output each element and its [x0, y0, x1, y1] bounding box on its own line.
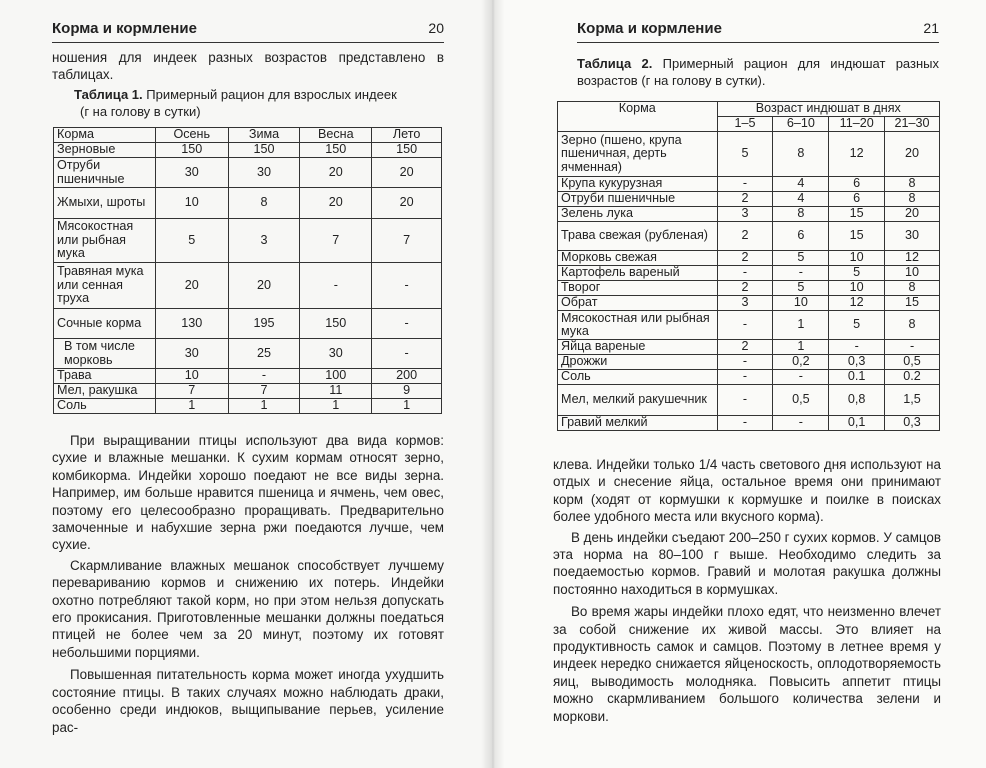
table1-value-cell: 30 — [228, 158, 300, 188]
table2-value-cell: 8 — [885, 177, 940, 192]
table2-value-cell: 10 — [829, 281, 885, 296]
left-page-header — [52, 20, 444, 43]
table1-value-cell: 30 — [300, 339, 372, 369]
table2-value-cell: - — [773, 370, 829, 385]
table2-value-cell: 1 — [773, 340, 829, 355]
table-row — [54, 339, 442, 369]
table1-value-cell: 8 — [228, 188, 300, 219]
table2-value-cell: 2 — [717, 281, 773, 296]
table1-caption-units: (г на голову в сутки) — [80, 104, 201, 119]
table1-value-cell: - — [372, 339, 442, 369]
table2-header-age: Возраст индюшат в днях — [717, 102, 939, 117]
table1-value-cell: - — [228, 369, 300, 384]
table2-value-cell: - — [829, 340, 885, 355]
table1-value-cell: 150 — [228, 143, 300, 158]
table1-value-cell: 150 — [372, 143, 442, 158]
table2-value-cell: 0.1 — [829, 370, 885, 385]
table2-feed-cell: Картофель вареный — [558, 266, 718, 281]
table1 — [53, 127, 442, 414]
table1-value-cell: 1 — [300, 399, 372, 414]
table2-value-cell: - — [773, 266, 829, 281]
table2-feed-cell: Мясокостная или рыбная мука — [558, 311, 718, 340]
table1-feed-cell: Мясокостная или рыбная мука — [54, 219, 156, 263]
table2-value-cell: 2 — [717, 192, 773, 207]
table1-value-cell: 30 — [155, 339, 228, 369]
table2-caption-text: Примерный рацион для индюшат разных возрастов (г на голову в сутки). — [577, 56, 940, 88]
left-intro-paragraph: ношения для индеек разных возрастов представлено в таблицах. — [52, 50, 444, 83]
table2-age-cell: 1–5 — [717, 117, 773, 132]
table-row — [54, 158, 442, 188]
table2-feed-cell: Отруби пшеничные — [558, 192, 718, 207]
table-row — [558, 340, 940, 355]
table2-value-cell: - — [717, 355, 773, 370]
table1-header-cell: Осень — [155, 128, 228, 143]
left-paragraph: Скармливание влажных мешанок способствует лучшему перевариванию кормов и снижению их потерь. Индейки охотно потребляют такой корм, но при этом нельзя допускать его прокисания. Приготовленные мешанки должны поедаться птицей не более чем за 20 минут, поэтому их готовят небольшими порциями. — [52, 557, 444, 660]
table1-value-cell: 30 — [155, 158, 228, 188]
table-row — [54, 219, 442, 263]
table2-value-cell: 8 — [885, 311, 940, 340]
table2-value-cell: 15 — [885, 296, 940, 311]
table2-value-cell: 6 — [773, 222, 829, 251]
table2-value-cell: 0,3 — [829, 355, 885, 370]
table2-value-cell: - — [773, 416, 829, 431]
table2-value-cell: 8 — [773, 207, 829, 222]
left-body-text — [52, 432, 444, 736]
table1-header-cell: Зима — [228, 128, 300, 143]
table-row — [558, 355, 940, 370]
table1-value-cell: 10 — [155, 188, 228, 219]
table2-value-cell: 10 — [773, 296, 829, 311]
table2-header-row — [558, 102, 940, 117]
table2-value-cell: 8 — [773, 132, 829, 177]
table2-value-cell: 6 — [829, 177, 885, 192]
table1-feed-cell: Травяная мука или сенная труха — [54, 263, 156, 309]
table2-value-cell: 0,5 — [885, 355, 940, 370]
table2-value-cell: 12 — [885, 251, 940, 266]
table-row — [558, 207, 940, 222]
table1-value-cell: - — [372, 309, 442, 339]
book-spine-shadow — [481, 0, 505, 768]
table2-value-cell: 20 — [885, 207, 940, 222]
table1-header-cell: Лето — [372, 128, 442, 143]
table2-value-cell: 8 — [885, 192, 940, 207]
table2-value-cell: 0,2 — [773, 355, 829, 370]
table2-value-cell: - — [717, 266, 773, 281]
table-row — [558, 416, 940, 431]
table1-value-cell: 7 — [372, 219, 442, 263]
table2-value-cell: - — [717, 311, 773, 340]
left-intro-text — [52, 49, 444, 84]
table-row — [54, 384, 442, 399]
left-paragraph: Повышенная питательность корма может иногда ухудшить состояние птицы. В таких случаях можно наблюдать драки, особенно среди индюков, выщипывание перьев, усиление рас- — [52, 667, 444, 735]
table1-value-cell: 20 — [155, 263, 228, 309]
table2-age-cell: 11–20 — [829, 117, 885, 132]
table-row — [54, 188, 442, 219]
left-header-title: Корма и кормление — [52, 20, 197, 37]
table2-feed-cell: Зелень лука — [558, 207, 718, 222]
table-row — [558, 192, 940, 207]
table1-value-cell: 1 — [155, 399, 228, 414]
table1-header-cell: Весна — [300, 128, 372, 143]
table1-value-cell: 10 — [155, 369, 228, 384]
table-row — [558, 385, 940, 416]
table2-value-cell: 12 — [829, 132, 885, 177]
table2-value-cell: 5 — [829, 311, 885, 340]
table-row — [558, 296, 940, 311]
table2-header-feed: Корма — [558, 102, 718, 132]
right-body-text — [553, 456, 941, 725]
table2-value-cell: 5 — [773, 251, 829, 266]
table1-caption-label: Таблица 1. — [74, 87, 143, 102]
table2-value-cell: 5 — [829, 266, 885, 281]
table1-value-cell: - — [372, 263, 442, 309]
table2-value-cell: - — [717, 370, 773, 385]
table-row — [54, 143, 442, 158]
table2-value-cell: 3 — [717, 207, 773, 222]
right-page-header — [577, 20, 939, 43]
table1-value-cell: 7 — [300, 219, 372, 263]
table2-value-cell: 2 — [717, 222, 773, 251]
table1-feed-cell: Мел, ракушка — [54, 384, 156, 399]
table2-value-cell: 0,5 — [773, 385, 829, 416]
table2-feed-cell: Мел, мелкий ракушечник — [558, 385, 718, 416]
table2-value-cell: 8 — [885, 281, 940, 296]
table1-value-cell: 7 — [228, 384, 300, 399]
table2-value-cell: - — [717, 416, 773, 431]
table1-value-cell: 150 — [300, 143, 372, 158]
table1-feed-cell: Отруби пшеничные — [54, 158, 156, 188]
table2-feed-cell: Яйца вареные — [558, 340, 718, 355]
table2-value-cell: 15 — [829, 222, 885, 251]
right-paragraph: В день индейки съедают 200–250 г сухих кормов. У самцов эта норма на 80–100 г выше. Необходимо следить за поедаемостью кормов. Гравий и молотая ракушка должны постоянно находиться в кормушках. — [553, 529, 941, 597]
table1-feed-cell: Трава — [54, 369, 156, 384]
table2-value-cell: - — [717, 177, 773, 192]
table2-feed-cell: Творог — [558, 281, 718, 296]
right-paragraph: Во время жары индейки плохо едят, что неизменно влечет за собой снижение их живой массы. Это влияет на продуктивность самок и самцов. Поэтому в летнее время у индеек нередко снижается яйценоскость, оплодотворяемость яиц, выводимость молодняка. Повысить аппетит птицы можно скармливанием большого количества зелени и моркови. — [553, 604, 941, 724]
table1-value-cell: 7 — [155, 384, 228, 399]
table2-age-cell: 21–30 — [885, 117, 940, 132]
table1-feed-cell: Жмыхи, шроты — [54, 188, 156, 219]
table2-value-cell: - — [717, 385, 773, 416]
table2-caption — [577, 55, 939, 89]
table2-value-cell: 12 — [829, 296, 885, 311]
table2 — [557, 101, 940, 431]
table2-value-cell: 1,5 — [885, 385, 940, 416]
table-row — [558, 222, 940, 251]
table2-value-cell: 10 — [829, 251, 885, 266]
left-page-number: 20 — [428, 20, 444, 36]
table-row — [558, 251, 940, 266]
table1-value-cell: 9 — [372, 384, 442, 399]
table2-feed-cell: Соль — [558, 370, 718, 385]
table1-value-cell: 1 — [372, 399, 442, 414]
table2-value-cell: 0,3 — [885, 416, 940, 431]
table1-value-cell: 5 — [155, 219, 228, 263]
table-row — [558, 177, 940, 192]
table2-value-cell: 30 — [885, 222, 940, 251]
table2-feed-cell: Обрат — [558, 296, 718, 311]
table1-value-cell: 11 — [300, 384, 372, 399]
table1-feed-cell: В том числе морковь — [54, 339, 156, 369]
right-header-title: Корма и кормление — [577, 20, 722, 37]
table2-value-cell: 0,8 — [829, 385, 885, 416]
right-page — [493, 0, 986, 768]
table1-value-cell: - — [300, 263, 372, 309]
table1-feed-cell: Зерновые — [54, 143, 156, 158]
table-row — [558, 132, 940, 177]
left-paragraph: При выращивании птицы используют два вида кормов: сухие и влажные мешанки. К сухим кормам относят зерно, комбикорма. Индейки хорошо поедают не все виды зерна. Например, им больше нравится пшеница и ячмень, чем овес, поэтому его целесообразно проращивать. Предварительно замоченные и набухшие зерна ржи поедаются лучше, чем сухие. — [52, 433, 444, 553]
table2-feed-cell: Зерно (пшено, крупа пшеничная, дерть ячменная) — [558, 132, 718, 177]
table1-feed-cell: Соль — [54, 399, 156, 414]
table2-value-cell: 15 — [829, 207, 885, 222]
table2-value-cell: - — [885, 340, 940, 355]
table1-value-cell: 200 — [372, 369, 442, 384]
table2-feed-cell: Дрожжи — [558, 355, 718, 370]
table1-caption-text: Примерный рацион для взрослых индеек — [142, 87, 397, 102]
table2-value-cell: 4 — [773, 177, 829, 192]
table1-value-cell: 20 — [300, 188, 372, 219]
table1-feed-cell: Сочные корма — [54, 309, 156, 339]
table2-value-cell: 3 — [717, 296, 773, 311]
table1-value-cell: 195 — [228, 309, 300, 339]
table1-header-cell: Корма — [54, 128, 156, 143]
table1-value-cell: 130 — [155, 309, 228, 339]
table1-value-cell: 20 — [300, 158, 372, 188]
table1-value-cell: 20 — [372, 158, 442, 188]
right-paragraph: клева. Индейки только 1/4 часть светового дня используют на отдых и снесение яйца, остальное время они принимают корм (ходят от кормушки к кормушке и поилке в поисках более удобного места или вкусного корма). — [553, 457, 941, 525]
table-row — [558, 266, 940, 281]
table2-feed-cell: Гравий мелкий — [558, 416, 718, 431]
table2-value-cell: 0.2 — [885, 370, 940, 385]
table2-value-cell: 2 — [717, 251, 773, 266]
table2-value-cell: 4 — [773, 192, 829, 207]
table1-value-cell: 150 — [155, 143, 228, 158]
table1-header-row — [54, 128, 442, 143]
table-row — [54, 369, 442, 384]
table2-feed-cell: Трава свежая (рубленая) — [558, 222, 718, 251]
table2-caption-label: Таблица 2. — [577, 56, 653, 71]
table-row — [54, 263, 442, 309]
table1-value-cell: 20 — [228, 263, 300, 309]
table2-age-cell: 6–10 — [773, 117, 829, 132]
table-row — [54, 309, 442, 339]
table2-value-cell: 1 — [773, 311, 829, 340]
table2-value-cell: 0,1 — [829, 416, 885, 431]
table1-value-cell: 100 — [300, 369, 372, 384]
table1-value-cell: 150 — [300, 309, 372, 339]
table1-caption — [74, 86, 434, 120]
table2-value-cell: 5 — [773, 281, 829, 296]
table-row — [54, 399, 442, 414]
table2-value-cell: 2 — [717, 340, 773, 355]
table-row — [558, 370, 940, 385]
table1-value-cell: 3 — [228, 219, 300, 263]
table2-feed-cell: Крупа кукурузная — [558, 177, 718, 192]
table-row — [558, 281, 940, 296]
table1-value-cell: 20 — [372, 188, 442, 219]
right-page-number: 21 — [923, 20, 939, 36]
table-row — [558, 311, 940, 340]
table2-feed-cell: Морковь свежая — [558, 251, 718, 266]
table1-value-cell: 1 — [228, 399, 300, 414]
table2-value-cell: 5 — [717, 132, 773, 177]
table2-value-cell: 6 — [829, 192, 885, 207]
table2-value-cell: 20 — [885, 132, 940, 177]
table2-value-cell: 10 — [885, 266, 940, 281]
table1-value-cell: 25 — [228, 339, 300, 369]
